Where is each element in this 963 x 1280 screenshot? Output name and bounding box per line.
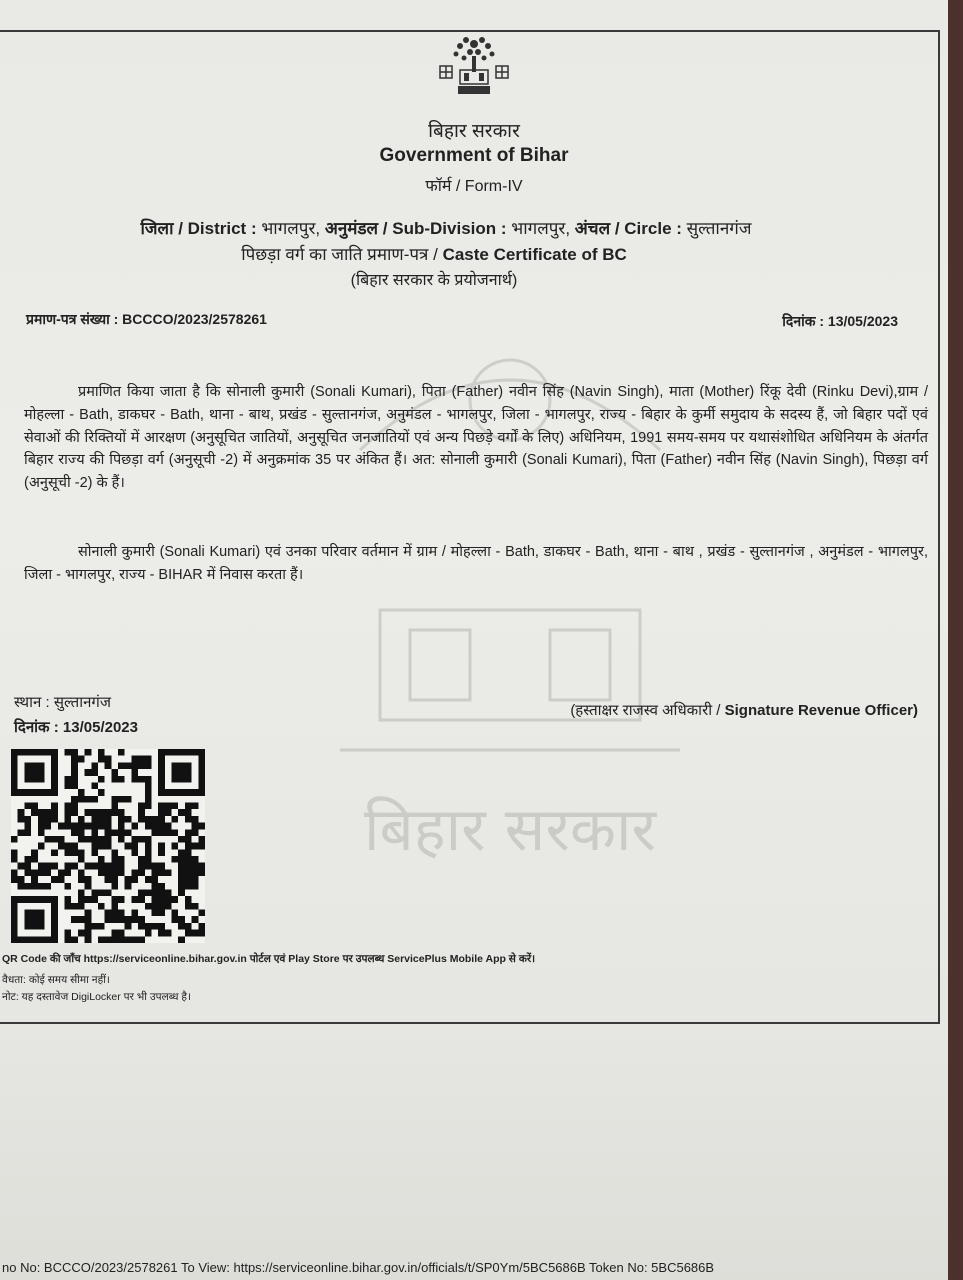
place-value: सुल्तानगंज (53, 694, 112, 711)
certificate-date-label: दिनांक : (782, 313, 825, 329)
district-label: जिला / District : (140, 219, 257, 238)
certificate-title (0, 242, 908, 265)
issue-date-label: दिनांक : (14, 719, 59, 736)
certificate-body-paragraph-2: सोनाली कुमारी (Sonali Kumari) एवं उनका परिवार वर्तमान में ग्राम / मोहल्ला - Bath, डाकघर - Bath, थाना - बाथ , प्रखंड - सुल्तानगंज , अनुमंडल - भागलपुर, जिला - भागलपुर, राज्य - BIHAR में निवास करता हैं। (24, 544, 928, 583)
place (14, 692, 111, 712)
place-label: स्थान : (14, 694, 50, 711)
signature-officer (570, 700, 918, 720)
issue-date (14, 717, 138, 737)
form-number: फॉर्म / Form-IV (425, 178, 523, 195)
circle-value: सुल्तानगंज (686, 219, 752, 238)
certificate-number-value: BCCCO/2023/2578261 (122, 311, 267, 327)
certificate-number (26, 310, 267, 329)
govt-english-heading: Government of Bihar (379, 145, 569, 166)
subdivision-value: भागलपुर, (511, 219, 571, 238)
govt-hindi-heading: बिहार सरकार (428, 121, 520, 142)
footer-token-line: no No: BCCCO/2023/2578261 To View: https://serviceonline.bihar.gov.in/officials/t/SP0Ym/5BC5686B Token No: 5BC5686B (2, 1260, 715, 1275)
certificate-purpose: (बिहार सरकार के प्रयोजनार्थ) (350, 272, 518, 289)
qr-verification-note: QR Code की जाँच https://serviceonline.bihar.gov.in पोर्टल एवं Play Store पर उपलब्ध ServicePlus Mobile App से करें। (2, 953, 536, 965)
watermark-text: बिहार सरकार (363, 795, 657, 865)
certificate-number-label: प्रमाण-पत्र संख्या : (26, 311, 119, 327)
issue-date-value: 13/05/2023 (62, 719, 138, 736)
circle-label: अंचल / Circle : (574, 219, 682, 238)
subdivision-label: अनुमंडल / Sub-Division : (324, 219, 507, 238)
certificate-date (782, 312, 898, 331)
validity-note: वैधता: कोई समय सीमा नहीं। (2, 974, 110, 986)
certificate-body-paragraph-1: प्रमाणित किया जाता है कि सोनाली कुमारी (Sonali Kumari), पिता (Father) नवीन सिंह (Navin Singh), माता (Mother) रिंकू देवी (Rinku Devi),ग्राम / मोहल्ला - Bath, डाकघर - Bath, थाना - बाथ, प्रखंड - सुल्तानगंज, अनुमंडल - भागलपुर, जिला - भागलपुर, राज्य - बिहार के कुर्मी समुदाय के सदस्य हैं, जो बिहार पदों एवं सेवाओं की रिक्तियों में आरक्षण (अनुसूचित जातियों, अनुसूचित जनजातियों एवं अन्य पिछड़े वर्गों के लिए) अधिनियम, 1991 समय-समय पर यथासंशोधित अधिनियम के अंतर्गत बिहार राज्य की पिछड़ा वर्ग (अनुसूची -2) में अनुक्रमांक 35 पर अंकित हैं। अत: सोनाली कुमारी (Sonali Kumari), पिता (Father) नवीन सिंह (Navin Singh), पिछड़ा वर्ग (अनुसूची -2) के हैं। (24, 384, 928, 492)
digilocker-note: नोट: यह दस्तावेज DigiLocker पर भी उपलब्ध है। (2, 991, 191, 1003)
signature-hindi: (हस्ताक्षर राजस्व अधिकारी / (570, 702, 721, 719)
district-value: भागलपुर, (261, 219, 321, 238)
qr-code-icon (8, 749, 208, 943)
bihar-emblem-icon (436, 30, 512, 96)
certificate-title-hindi: पिछड़ा वर्ग का जाति प्रमाण-पत्र / (241, 245, 438, 264)
district-line (0, 216, 920, 239)
certificate-date-value: 13/05/2023 (827, 313, 898, 329)
signature-english: Signature Revenue Officer) (724, 702, 918, 719)
certificate-title-english: Caste Certificate of BC (442, 245, 627, 264)
